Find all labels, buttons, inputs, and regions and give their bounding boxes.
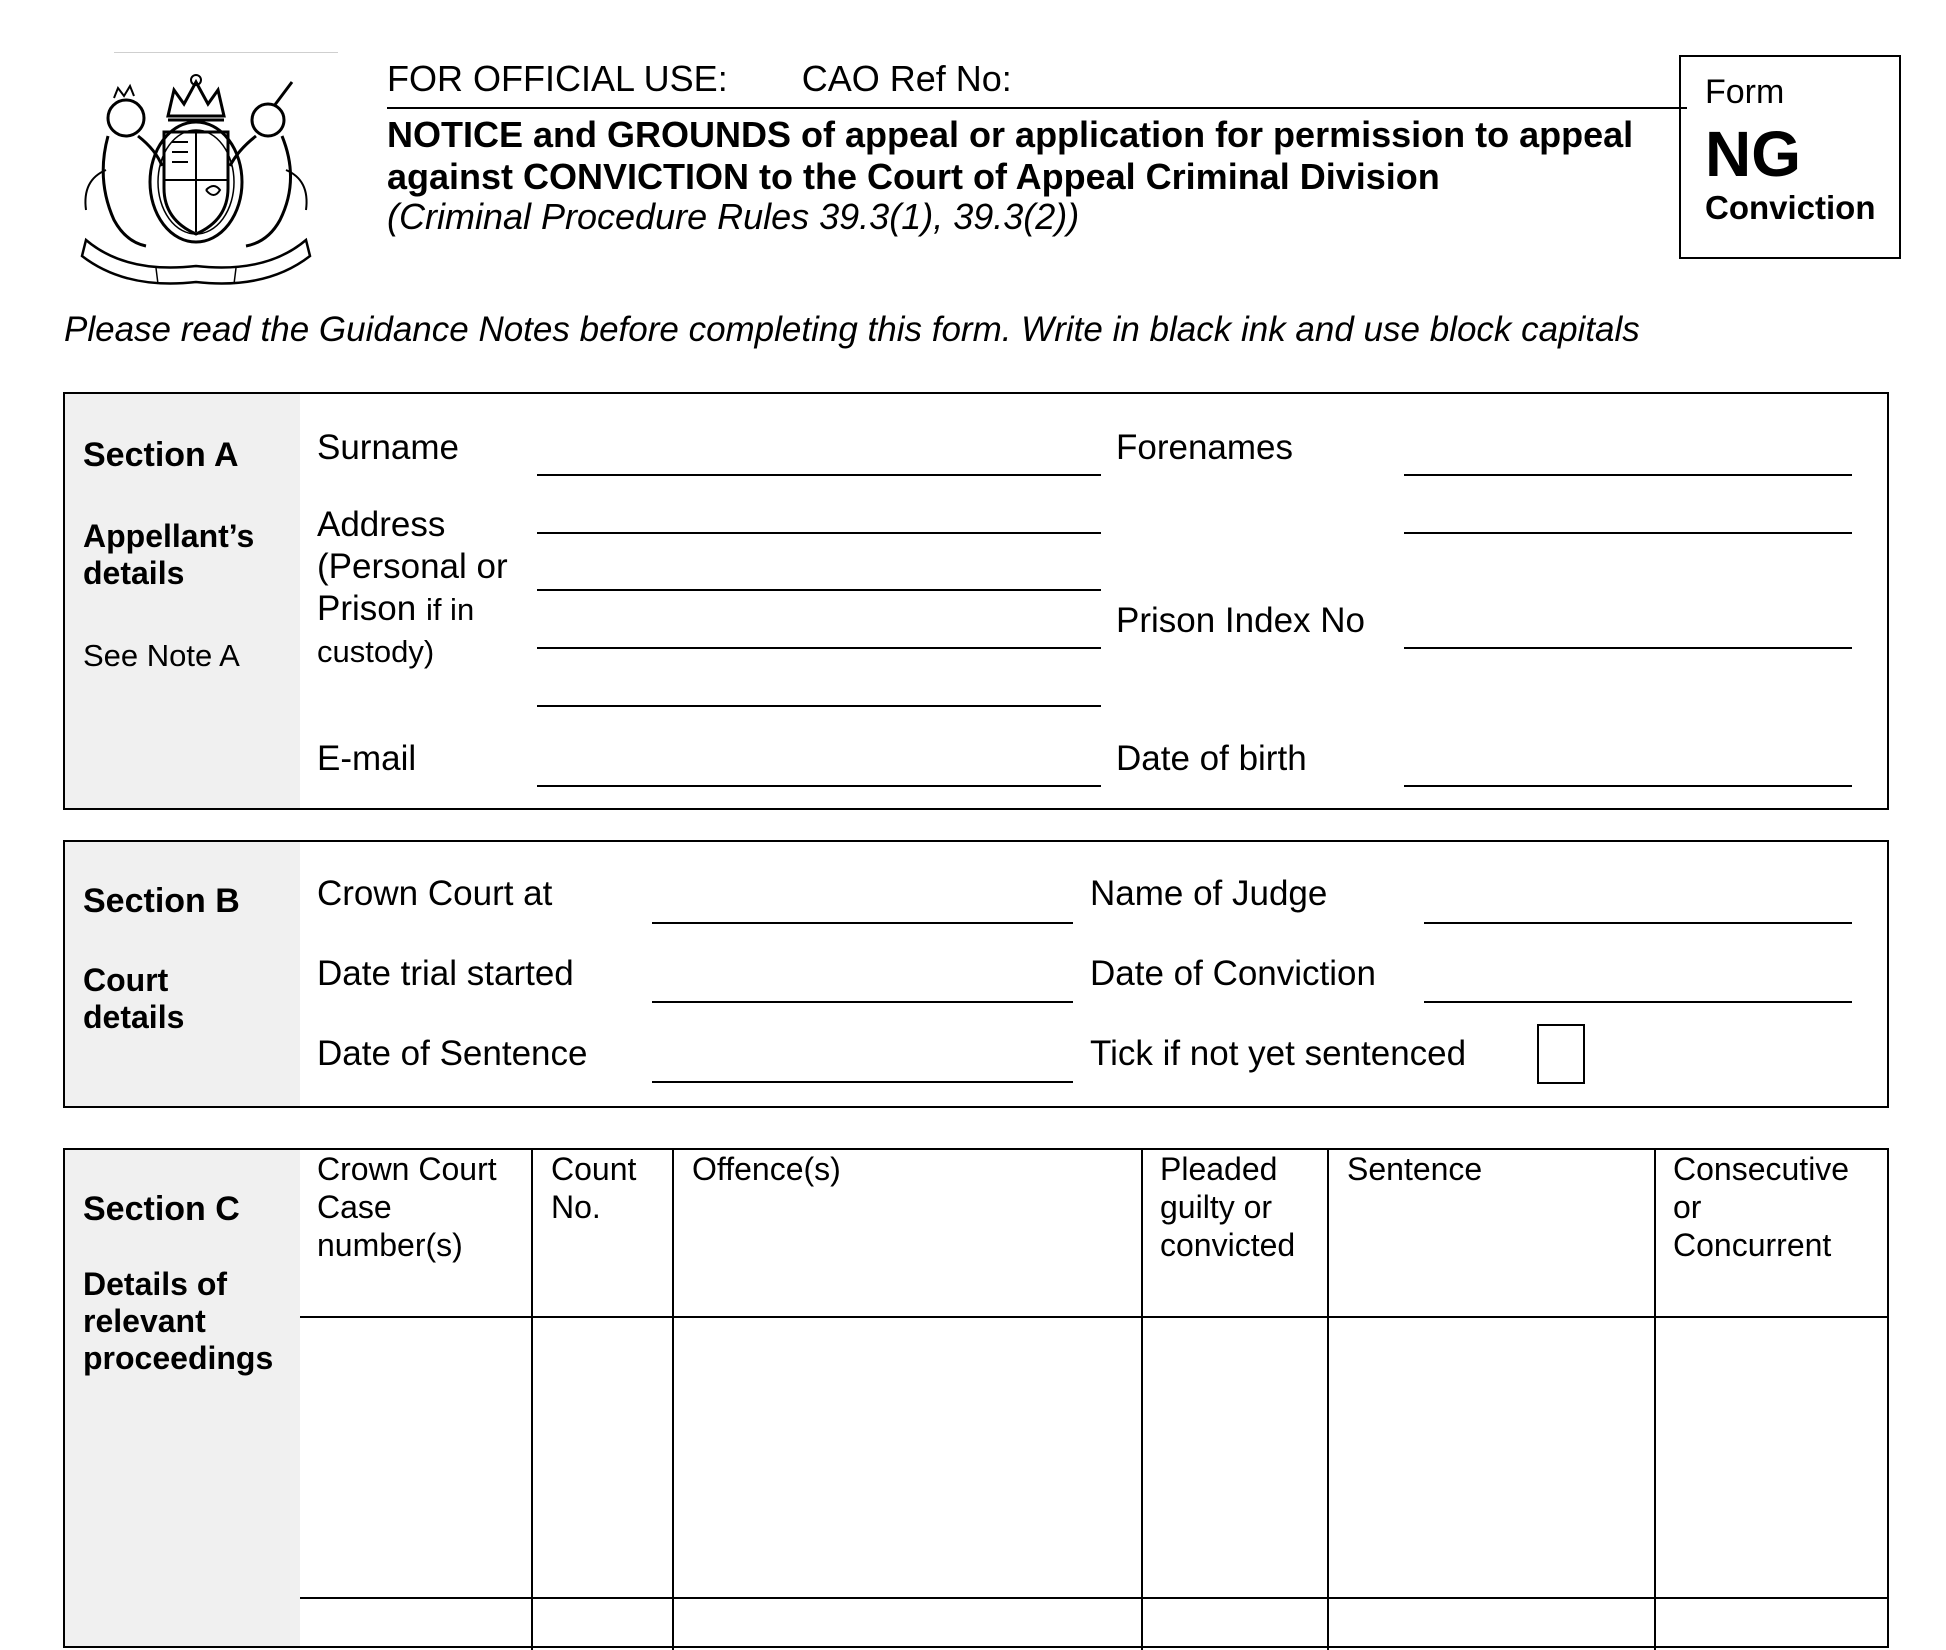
surname-field[interactable]: [537, 474, 1101, 476]
form-badge-type: Conviction: [1705, 189, 1876, 226]
section-c-subheading-line-2: relevant: [83, 1303, 206, 1339]
address-label: [317, 504, 508, 673]
email-field[interactable]: [537, 785, 1101, 787]
royal-coat-of-arms-icon: [66, 70, 326, 290]
col-header-case-number-line-2: Case: [317, 1189, 392, 1225]
section-b-subheading-line-2: details: [83, 999, 185, 1035]
cell-plea[interactable]: [1143, 1318, 1327, 1597]
form-badge-label: Form: [1705, 73, 1785, 111]
judge-field[interactable]: [1424, 922, 1852, 924]
col-header-offences: [692, 1150, 841, 1188]
col-header-consecutive-line-1: Consecutive: [1673, 1151, 1850, 1187]
section-c-heading: Section C: [83, 1190, 240, 1228]
address-label-line-1: Address: [317, 505, 446, 544]
col-header-consecutive-line-3: Concurrent: [1673, 1227, 1832, 1263]
sentence-date-field[interactable]: [652, 1081, 1073, 1083]
col-header-consecutive: [1673, 1150, 1849, 1264]
col-header-sentence-line-1: Sentence: [1347, 1151, 1483, 1187]
col-header-offences-line-1: Offence(s): [692, 1151, 841, 1187]
col-header-case-number: [317, 1150, 497, 1264]
address-field-line-3[interactable]: [537, 647, 1101, 649]
table-row-rule: [300, 1597, 1889, 1599]
official-use-label: FOR OFFICIAL USE:: [387, 58, 728, 99]
form-badge-code: NG: [1705, 118, 1801, 190]
form-badge: [1679, 55, 1901, 259]
col-header-plea-line-3: convicted: [1160, 1227, 1296, 1263]
dob-field[interactable]: [1404, 785, 1852, 787]
section-b-heading: Section B: [83, 882, 240, 920]
guidance-note: Please read the Guidance Notes before completing this form. Write in black ink and use block capitals: [64, 310, 1640, 349]
not-sentenced-label: Tick if not yet sentenced: [1090, 1034, 1467, 1073]
col-header-plea-line-2: guilty or: [1160, 1189, 1273, 1225]
forenames-field[interactable]: [1404, 474, 1852, 476]
section-c-subheading-line-3: proceedings: [83, 1340, 274, 1376]
section-c-subheading: [83, 1266, 273, 1377]
cell-consecutive[interactable]: [1656, 1318, 1889, 1597]
col-header-sentence: [1347, 1150, 1482, 1188]
cell-count-no[interactable]: [533, 1318, 672, 1597]
col-header-count-no: [551, 1150, 636, 1226]
col-header-case-number-line-1: Crown Court: [317, 1151, 497, 1187]
prison-index-field[interactable]: [1404, 647, 1852, 649]
col-header-plea-line-1: Pleaded: [1160, 1151, 1278, 1187]
address-field-line-1[interactable]: [537, 532, 1101, 534]
crown-court-field[interactable]: [652, 922, 1073, 924]
col-header-consecutive-line-2: or: [1673, 1189, 1702, 1225]
form-title: [387, 114, 1633, 198]
col-header-case-number-line-3: number(s): [317, 1227, 463, 1263]
prison-index-label: Prison Index No: [1116, 601, 1366, 640]
section-b-subheading-line-1: Court: [83, 962, 169, 998]
cell-offences[interactable]: [674, 1318, 1141, 1597]
header-rule: [387, 107, 1687, 109]
official-use-line: [387, 58, 1012, 100]
conviction-date-label: Date of Conviction: [1090, 954, 1376, 993]
address-label-line-2: (Personal or: [317, 547, 508, 586]
section-b-subheading: [83, 962, 184, 1036]
address-label-line-3b: if in: [425, 592, 475, 627]
col-header-count-no-line-2: No.: [551, 1189, 601, 1225]
crest-top-rule: [114, 52, 338, 53]
trial-started-field[interactable]: [652, 1001, 1073, 1003]
section-b-sidebar: [65, 842, 300, 1106]
crown-court-label: Crown Court at: [317, 874, 553, 913]
section-a-heading: Section A: [83, 436, 239, 474]
surname-label: Surname: [317, 428, 460, 467]
address-label-line-3a: Prison: [317, 589, 426, 628]
not-sentenced-checkbox[interactable]: [1537, 1024, 1585, 1084]
section-c-sidebar: [65, 1150, 300, 1646]
section-a-subheading-line-1: Appellant’s: [83, 518, 255, 554]
address-field-line-2[interactable]: [537, 589, 1101, 591]
conviction-date-field[interactable]: [1424, 1001, 1852, 1003]
col-header-count-no-line-1: Count: [551, 1151, 637, 1187]
forenames-label: Forenames: [1116, 428, 1294, 467]
email-label: E-mail: [317, 739, 417, 778]
dob-label: Date of birth: [1116, 739, 1307, 778]
form-title-line-2: against CONVICTION to the Court of Appeal Criminal Division: [387, 156, 1440, 197]
section-a-subheading-line-2: details: [83, 555, 185, 591]
section-a-sidebar: [65, 394, 300, 808]
section-b: [63, 840, 1889, 1108]
cao-ref-label: CAO Ref No:: [801, 58, 1012, 99]
form-subtitle: (Criminal Procedure Rules 39.3(1), 39.3(2)): [387, 196, 1080, 237]
address-field-line-4[interactable]: [537, 705, 1101, 707]
section-a-subheading: [83, 518, 254, 592]
col-header-plea: [1160, 1150, 1295, 1264]
forenames-field-line-2[interactable]: [1404, 532, 1852, 534]
address-label-line-4: custody): [317, 634, 435, 669]
section-c-subheading-line-1: Details of: [83, 1266, 228, 1302]
section-c: [63, 1148, 1889, 1648]
trial-started-label: Date trial started: [317, 954, 574, 993]
section-a: [63, 392, 1889, 810]
sentence-date-label: Date of Sentence: [317, 1034, 588, 1073]
cell-sentence[interactable]: [1329, 1318, 1654, 1597]
cell-case-number[interactable]: [302, 1318, 531, 1597]
section-a-note: See Note A: [83, 638, 240, 673]
judge-label: Name of Judge: [1090, 874, 1328, 913]
form-title-line-1: NOTICE and GROUNDS of appeal or application for permission to appeal: [387, 114, 1634, 155]
